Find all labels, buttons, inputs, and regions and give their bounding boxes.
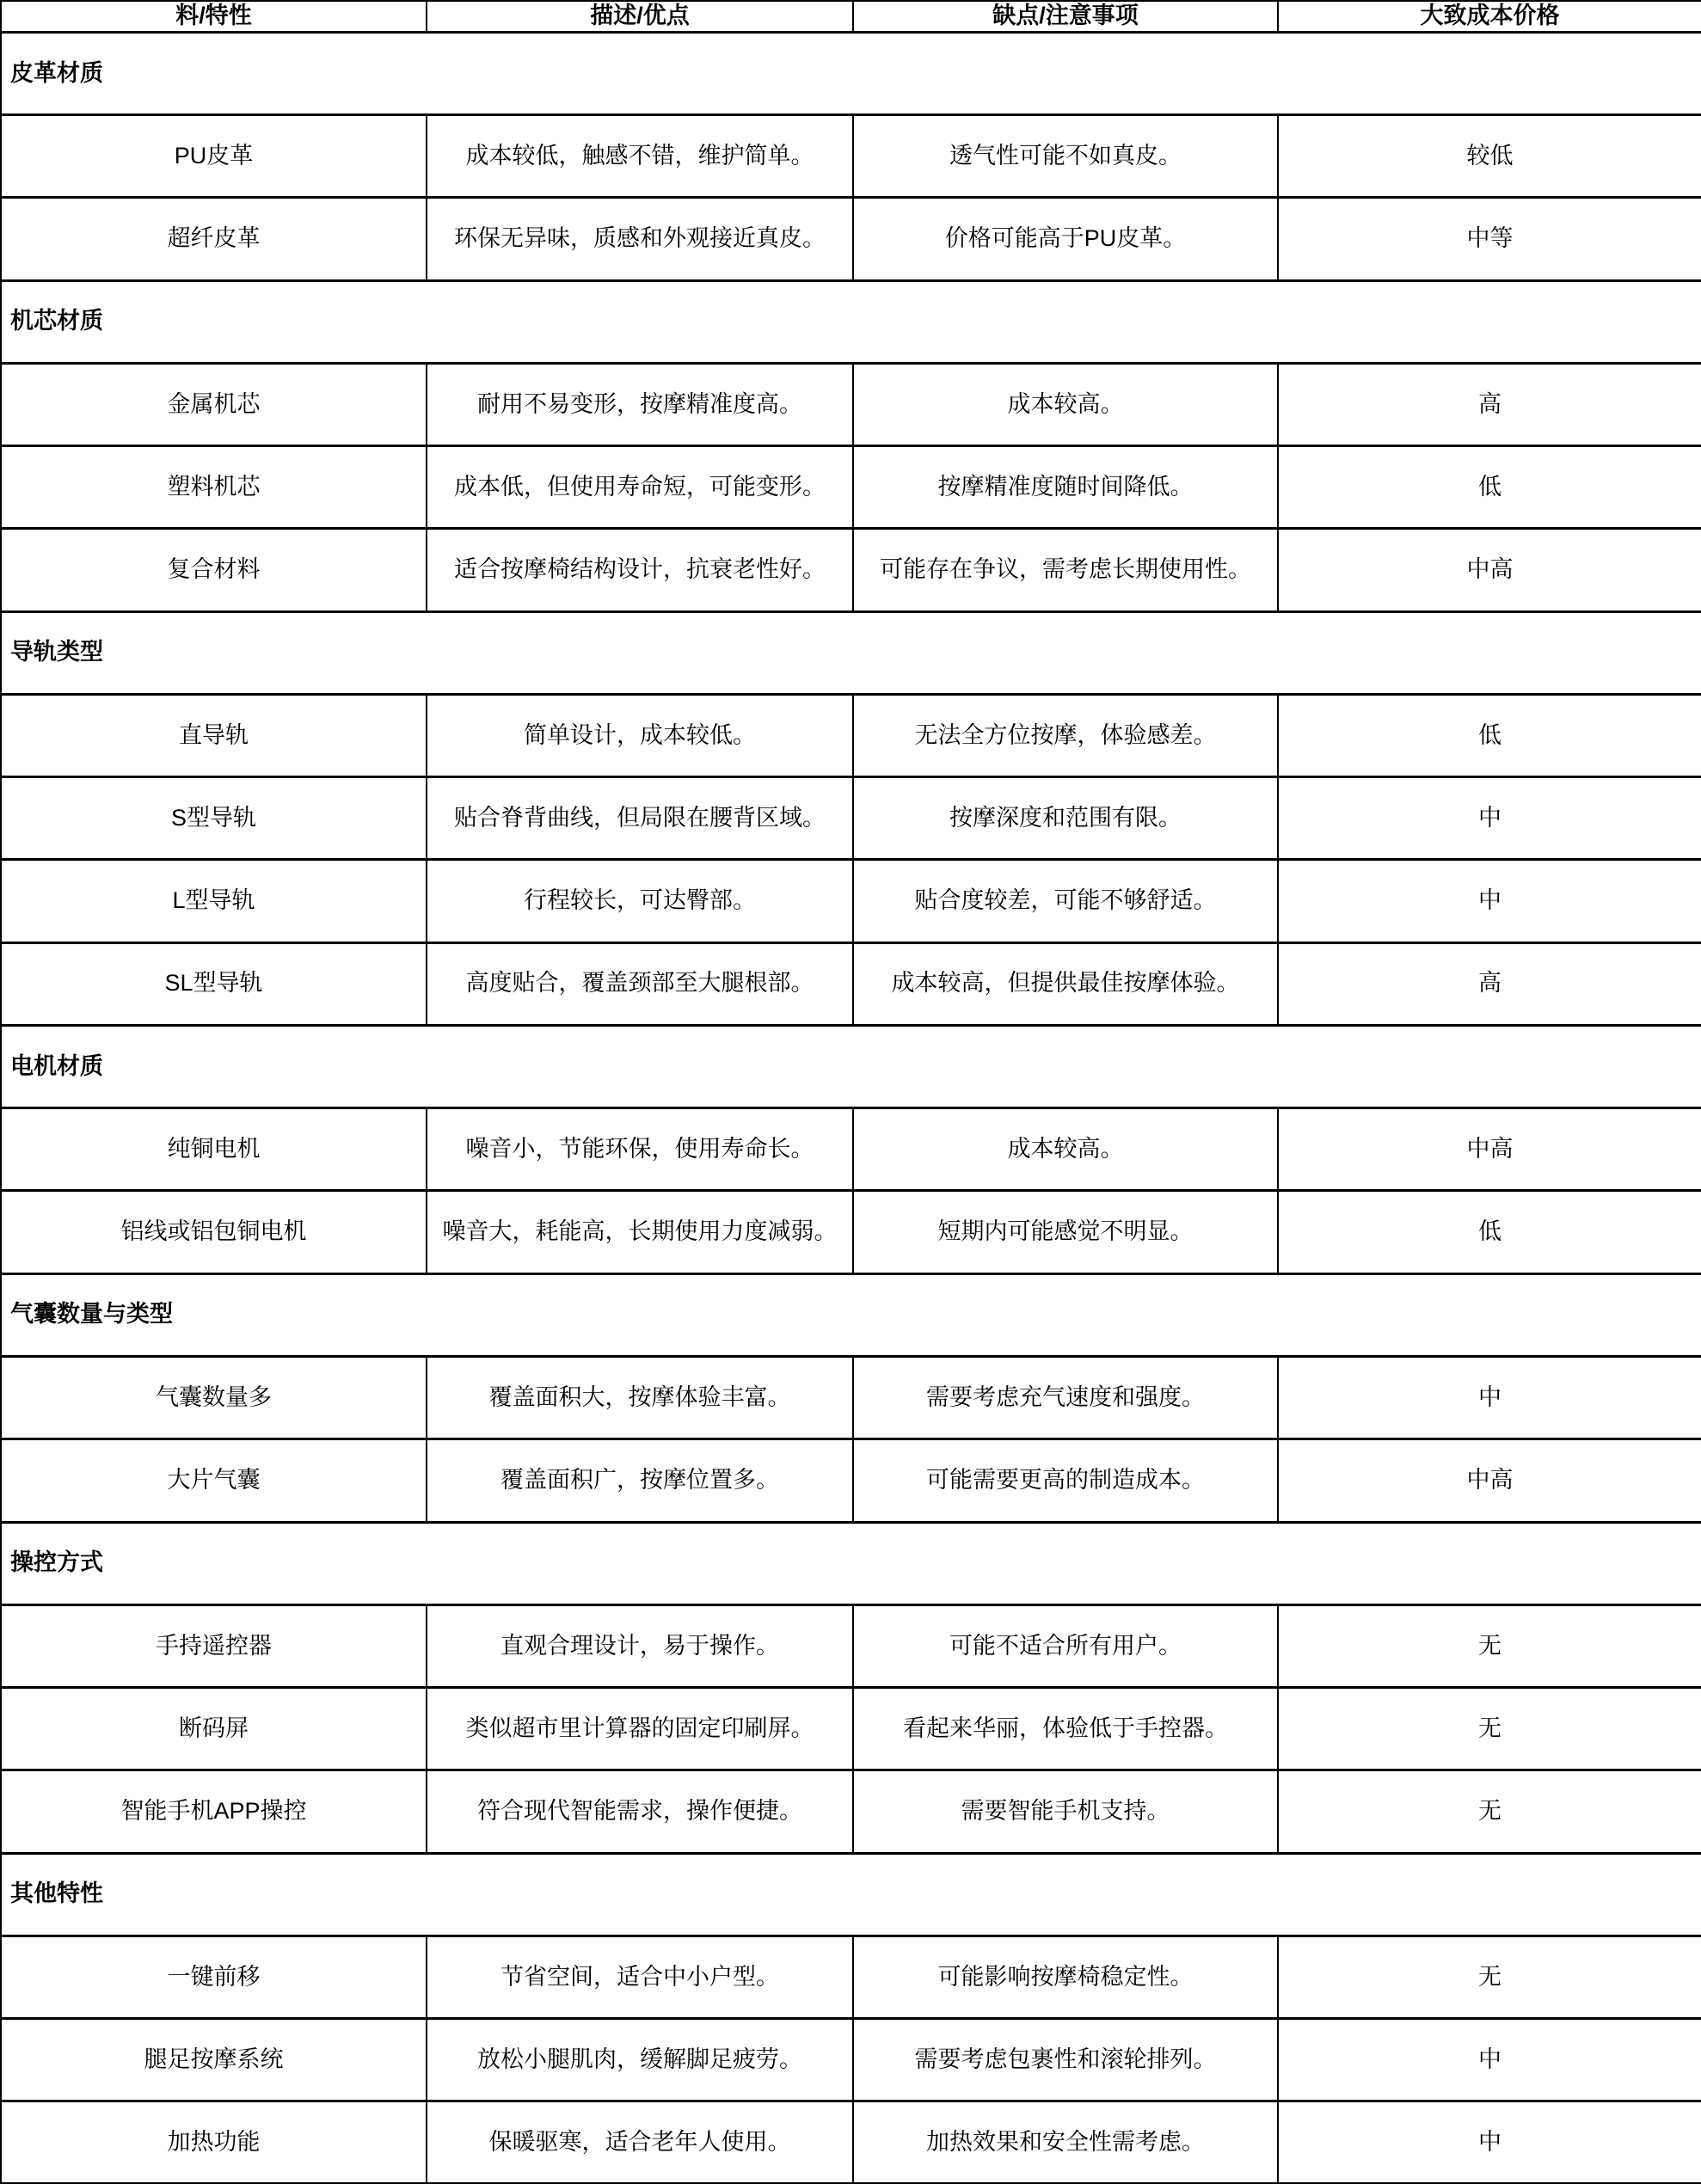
feature-cell: 复合材料 — [1, 529, 427, 611]
description-cell: 环保无异味，质感和外观接近真皮。 — [427, 198, 853, 280]
drawback-cell: 加热效果和安全性需考虑。 — [853, 2101, 1278, 2183]
feature-cell: 大片气囊 — [1, 1439, 427, 1522]
section-row — [1, 1522, 1701, 1604]
drawback-cell: 无法全方位按摩，体验感差。 — [853, 694, 1278, 776]
drawback-cell: 按摩精准度随时间降低。 — [853, 446, 1278, 529]
feature-cell: 腿足按摩系统 — [1, 2019, 427, 2101]
column-header: 料/特性 — [1, 1, 427, 32]
table-row — [1, 942, 1701, 1025]
cost-cell: 中高 — [1278, 1108, 1701, 1191]
drawback-cell: 短期内可能感觉不明显。 — [853, 1191, 1278, 1273]
drawback-cell: 需要考虑充气速度和强度。 — [853, 1357, 1278, 1439]
feature-cell: 一键前移 — [1, 1936, 427, 2018]
cost-cell: 无 — [1278, 1936, 1701, 2018]
feature-cell: S型导轨 — [1, 777, 427, 860]
drawback-cell: 成本较高。 — [853, 1108, 1278, 1191]
section-title: 气囊数量与类型 — [1, 1273, 1701, 1356]
description-cell: 覆盖面积大，按摩体验丰富。 — [427, 1357, 853, 1439]
section-row — [1, 32, 1701, 114]
table-header — [1, 1, 1701, 32]
column-header: 缺点/注意事项 — [853, 1, 1278, 32]
table-row — [1, 363, 1701, 445]
section-row — [1, 1025, 1701, 1107]
description-cell: 高度贴合，覆盖颈部至大腿根部。 — [427, 942, 853, 1025]
table-row — [1, 529, 1701, 611]
drawback-cell: 看起来华丽，体验低于手控器。 — [853, 1688, 1278, 1770]
feature-cell: PU皮革 — [1, 115, 427, 198]
description-cell: 贴合脊背曲线，但局限在腰背区域。 — [427, 777, 853, 860]
table-row — [1, 1108, 1701, 1191]
description-cell: 行程较长，可达臀部。 — [427, 860, 853, 942]
section-title: 导轨类型 — [1, 611, 1701, 694]
description-cell: 简单设计，成本较低。 — [427, 694, 853, 776]
table-body — [1, 32, 1701, 2183]
cost-cell: 中 — [1278, 2101, 1701, 2183]
section-row — [1, 611, 1701, 694]
cost-cell: 中 — [1278, 860, 1701, 942]
cost-cell: 高 — [1278, 363, 1701, 445]
description-cell: 节省空间，适合中小户型。 — [427, 1936, 853, 2018]
table-row — [1, 198, 1701, 280]
table-row — [1, 1604, 1701, 1687]
cost-cell: 中高 — [1278, 529, 1701, 611]
table-row — [1, 1936, 1701, 2018]
drawback-cell: 需要考虑包裹性和滚轮排列。 — [853, 2019, 1278, 2101]
column-header: 大致成本价格 — [1278, 1, 1701, 32]
column-header: 描述/优点 — [427, 1, 853, 32]
description-cell: 噪音小，节能环保，使用寿命长。 — [427, 1108, 853, 1191]
feature-cell: 气囊数量多 — [1, 1357, 427, 1439]
cost-cell: 低 — [1278, 694, 1701, 776]
cost-cell: 低 — [1278, 446, 1701, 529]
feature-cell: SL型导轨 — [1, 942, 427, 1025]
drawback-cell: 成本较高，但提供最佳按摩体验。 — [853, 942, 1278, 1025]
description-cell: 覆盖面积广，按摩位置多。 — [427, 1439, 853, 1522]
header-row — [1, 1, 1701, 32]
feature-cell: 铝线或铝包铜电机 — [1, 1191, 427, 1273]
feature-cell: 金属机芯 — [1, 363, 427, 445]
table-row — [1, 2019, 1701, 2101]
table-row — [1, 694, 1701, 776]
drawback-cell: 可能存在争议，需考虑长期使用性。 — [853, 529, 1278, 611]
table-row — [1, 2101, 1701, 2183]
cost-cell: 中 — [1278, 1357, 1701, 1439]
drawback-cell: 按摩深度和范围有限。 — [853, 777, 1278, 860]
feature-cell: 超纤皮革 — [1, 198, 427, 280]
feature-cell: 直导轨 — [1, 694, 427, 776]
description-cell: 耐用不易变形，按摩精准度高。 — [427, 363, 853, 445]
table-row — [1, 860, 1701, 942]
cost-cell: 高 — [1278, 942, 1701, 1025]
feature-cell: 断码屏 — [1, 1688, 427, 1770]
cost-cell: 中 — [1278, 777, 1701, 860]
cost-cell: 无 — [1278, 1770, 1701, 1853]
section-title: 皮革材质 — [1, 32, 1701, 114]
drawback-cell: 成本较高。 — [853, 363, 1278, 445]
description-cell: 符合现代智能需求，操作便捷。 — [427, 1770, 853, 1853]
section-row — [1, 1853, 1701, 1936]
cost-cell: 中等 — [1278, 198, 1701, 280]
table-row — [1, 1439, 1701, 1522]
drawback-cell: 可能影响按摩椅稳定性。 — [853, 1936, 1278, 2018]
section-title: 机芯材质 — [1, 280, 1701, 363]
cost-cell: 较低 — [1278, 115, 1701, 198]
description-cell: 直观合理设计，易于操作。 — [427, 1604, 853, 1687]
section-title: 其他特性 — [1, 1853, 1701, 1936]
description-cell: 噪音大，耗能高，长期使用力度减弱。 — [427, 1191, 853, 1273]
description-cell: 放松小腿肌肉，缓解脚足疲劳。 — [427, 2019, 853, 2101]
cost-cell: 中高 — [1278, 1439, 1701, 1522]
table-row — [1, 777, 1701, 860]
section-row — [1, 280, 1701, 363]
drawback-cell: 透气性可能不如真皮。 — [853, 115, 1278, 198]
cost-cell: 无 — [1278, 1688, 1701, 1770]
feature-cell: 手持遥控器 — [1, 1604, 427, 1687]
feature-cell: 塑料机芯 — [1, 446, 427, 529]
section-row — [1, 1273, 1701, 1356]
feature-cell: 纯铜电机 — [1, 1108, 427, 1191]
drawback-cell: 可能需要更高的制造成本。 — [853, 1439, 1278, 1522]
drawback-cell: 贴合度较差，可能不够舒适。 — [853, 860, 1278, 942]
feature-cell: 智能手机APP操控 — [1, 1770, 427, 1853]
description-cell: 保暖驱寒，适合老年人使用。 — [427, 2101, 853, 2183]
section-title: 操控方式 — [1, 1522, 1701, 1604]
table-row — [1, 1191, 1701, 1273]
cost-cell: 低 — [1278, 1191, 1701, 1273]
drawback-cell: 可能不适合所有用户。 — [853, 1604, 1278, 1687]
description-cell: 成本较低，触感不错，维护简单。 — [427, 115, 853, 198]
table-row — [1, 1770, 1701, 1853]
feature-cell: L型导轨 — [1, 860, 427, 942]
drawback-cell: 价格可能高于PU皮革。 — [853, 198, 1278, 280]
drawback-cell: 需要智能手机支持。 — [853, 1770, 1278, 1853]
table-row — [1, 446, 1701, 529]
description-cell: 适合按摩椅结构设计，抗衰老性好。 — [427, 529, 853, 611]
cost-cell: 中 — [1278, 2019, 1701, 2101]
cost-cell: 无 — [1278, 1604, 1701, 1687]
table-row — [1, 115, 1701, 198]
table-row — [1, 1357, 1701, 1439]
description-cell: 类似超市里计算器的固定印刷屏。 — [427, 1688, 853, 1770]
feature-cell: 加热功能 — [1, 2101, 427, 2183]
table-row — [1, 1688, 1701, 1770]
section-title: 电机材质 — [1, 1025, 1701, 1107]
description-cell: 成本低，但使用寿命短，可能变形。 — [427, 446, 853, 529]
